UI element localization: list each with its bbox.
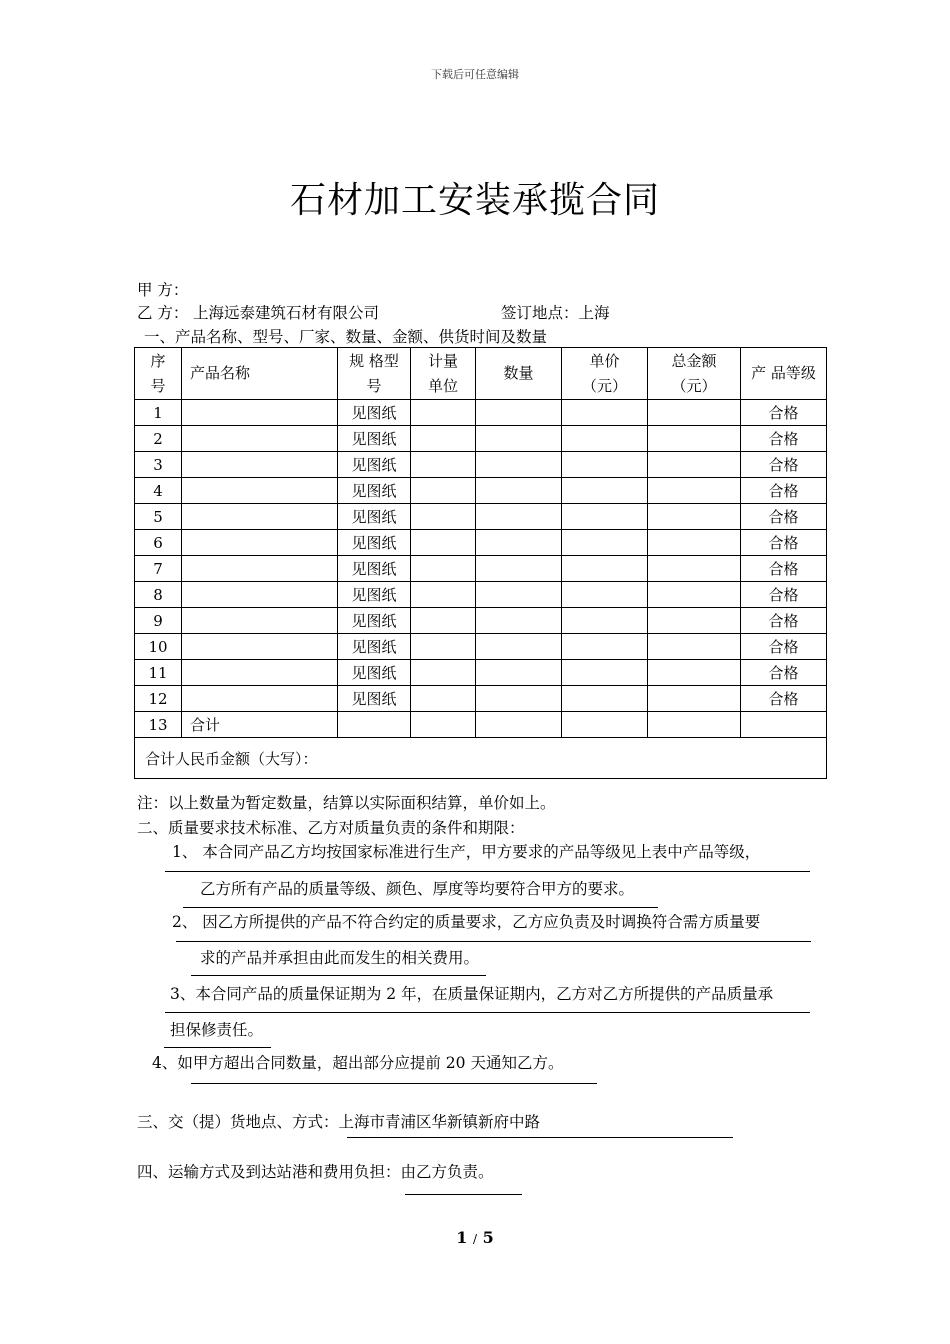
product-name-cell	[182, 660, 338, 686]
table-row	[135, 660, 827, 686]
section4-transport: 四、运输方式及到达站港和费用负担：由乙方负责。	[137, 1163, 494, 1181]
grade-cell: 合格	[741, 400, 827, 426]
total-amount-cell	[648, 426, 741, 452]
unit-cell	[411, 634, 476, 660]
quantity-cell	[476, 452, 562, 478]
grade-cell: 合格	[741, 478, 827, 504]
clause1-line1: 1、 本合同产品乙方均按国家标准进行生产，甲方要求的产品等级见上表中产品等级，	[172, 843, 761, 861]
clause3-line2: 担保修责任。	[170, 1021, 264, 1039]
section2-title: 二、质量要求技术标准、乙方对质量负责的条件和期限：	[137, 819, 525, 837]
quantity-cell	[476, 504, 562, 530]
sum-row-label: 合计	[182, 712, 338, 738]
unit-cell	[411, 452, 476, 478]
grade-cell: 合格	[741, 608, 827, 634]
table-row	[135, 686, 827, 712]
page-current: 1	[456, 1228, 468, 1247]
quantity-cell	[476, 400, 562, 426]
unit-price-cell	[562, 608, 648, 634]
product-name-cell	[182, 426, 338, 452]
cell	[648, 712, 741, 738]
table-row	[135, 400, 827, 426]
quantity-cell	[476, 608, 562, 634]
contract-title: 石材加工安装承揽合同	[289, 180, 660, 221]
page-separator: /	[472, 1232, 478, 1246]
table-row	[135, 504, 827, 530]
underline	[405, 1194, 522, 1195]
product-name-cell	[182, 582, 338, 608]
row-number: 8	[135, 582, 182, 608]
underline	[165, 871, 810, 872]
total-amount-cell	[648, 478, 741, 504]
unit-price-cell	[562, 686, 648, 712]
unit-price-cell	[562, 660, 648, 686]
table-row	[135, 608, 827, 634]
total-amount-cell	[648, 504, 741, 530]
section3-delivery: 三、交（提）货地点、方式：上海市青浦区华新镇新府中路	[137, 1113, 541, 1131]
unit-cell	[411, 686, 476, 712]
table-note: 注：以上数量为暂定数量，结算以实际面积结算，单价如上。	[137, 794, 556, 812]
spec-cell: 见图纸	[338, 660, 411, 686]
spec-cell: 见图纸	[338, 634, 411, 660]
spec-cell: 见图纸	[338, 478, 411, 504]
cell	[476, 712, 562, 738]
quantity-cell	[476, 582, 562, 608]
unit-cell	[411, 478, 476, 504]
sign-place: 签订地点：上海	[501, 304, 610, 322]
total-amount-cell	[648, 582, 741, 608]
product-name-cell	[182, 556, 338, 582]
table-row	[135, 426, 827, 452]
total-amount-cell	[648, 608, 741, 634]
row-number: 4	[135, 478, 182, 504]
total-amount-cell	[648, 452, 741, 478]
cell	[562, 712, 648, 738]
header-total-amount: 总金额（元）	[648, 348, 741, 400]
table-row	[135, 452, 827, 478]
grade-cell: 合格	[741, 634, 827, 660]
clause1-line2: 乙方所有产品的质量等级、颜色、厚度等均要符合甲方的要求。	[200, 880, 635, 898]
sum-row-number: 13	[135, 712, 182, 738]
unit-price-cell	[562, 556, 648, 582]
unit-cell	[411, 556, 476, 582]
cell	[338, 712, 411, 738]
clause4: 4、如甲方超出合同数量，超出部分应提前 20 天通知乙方。	[152, 1054, 564, 1072]
grade-cell: 合格	[741, 686, 827, 712]
row-number: 6	[135, 530, 182, 556]
table-header-row	[135, 348, 827, 400]
spec-cell: 见图纸	[338, 452, 411, 478]
spec-cell: 见图纸	[338, 400, 411, 426]
table-row	[135, 634, 827, 660]
header-unit: 计量单位	[411, 348, 476, 400]
cell	[411, 712, 476, 738]
header-unit-price: 单价（元）	[562, 348, 648, 400]
product-name-cell	[182, 608, 338, 634]
product-name-cell	[182, 400, 338, 426]
row-number: 9	[135, 608, 182, 634]
product-name-cell	[182, 452, 338, 478]
party-b-label: 乙 方：	[137, 304, 189, 322]
spec-cell: 见图纸	[338, 686, 411, 712]
product-name-cell	[182, 504, 338, 530]
cell	[741, 712, 827, 738]
grade-cell: 合格	[741, 452, 827, 478]
quantity-cell	[476, 478, 562, 504]
header-product-name: 产品名称	[182, 348, 338, 400]
row-number: 5	[135, 504, 182, 530]
row-number: 2	[135, 426, 182, 452]
grade-cell: 合格	[741, 426, 827, 452]
unit-price-cell	[562, 504, 648, 530]
table-row	[135, 582, 827, 608]
row-number: 1	[135, 400, 182, 426]
total-amount-cell	[648, 530, 741, 556]
header-seq: 序号	[135, 348, 182, 400]
clause3-line1: 3、本合同产品的质量保证期为 2 年，在质量保证期内，乙方对乙方所提供的产品质量承	[170, 985, 774, 1003]
spec-cell: 见图纸	[338, 426, 411, 452]
underline	[191, 1083, 597, 1084]
total-amount-cell	[648, 686, 741, 712]
unit-cell	[411, 400, 476, 426]
underline	[164, 1047, 271, 1048]
quantity-cell	[476, 556, 562, 582]
header-grade: 产 品等级	[741, 348, 827, 400]
grade-cell: 合格	[741, 530, 827, 556]
quantity-cell	[476, 686, 562, 712]
unit-cell	[411, 530, 476, 556]
header-quantity: 数量	[476, 348, 562, 400]
section1-title: 一、产品名称、型号、厂家、数量、金额、供货时间及数量	[144, 328, 548, 346]
clause2-line2: 求的产品并承担由此而发生的相关费用。	[200, 949, 480, 967]
underline	[347, 1137, 733, 1138]
page-number	[0, 1228, 950, 1247]
unit-price-cell	[562, 452, 648, 478]
unit-cell	[411, 660, 476, 686]
grade-cell: 合格	[741, 660, 827, 686]
row-number: 12	[135, 686, 182, 712]
product-name-cell	[182, 634, 338, 660]
underline	[191, 975, 486, 976]
unit-price-cell	[562, 530, 648, 556]
product-table	[134, 347, 827, 779]
unit-price-cell	[562, 582, 648, 608]
underline	[165, 1012, 810, 1013]
table-row	[135, 556, 827, 582]
row-number: 11	[135, 660, 182, 686]
underline	[176, 941, 811, 942]
rmb-amount-label: 合计人民币金额（大写）：	[135, 738, 827, 779]
grade-cell: 合格	[741, 504, 827, 530]
unit-cell	[411, 426, 476, 452]
party-b-name: 上海远泰建筑石材有限公司	[193, 304, 380, 322]
unit-price-cell	[562, 400, 648, 426]
spec-cell: 见图纸	[338, 504, 411, 530]
row-number: 7	[135, 556, 182, 582]
underline	[183, 907, 658, 908]
product-name-cell	[182, 478, 338, 504]
spec-cell: 见图纸	[338, 582, 411, 608]
total-amount-cell	[648, 660, 741, 686]
row-number: 10	[135, 634, 182, 660]
unit-cell	[411, 582, 476, 608]
table-sum-row	[135, 712, 827, 738]
unit-cell	[411, 504, 476, 530]
spec-cell: 见图纸	[338, 608, 411, 634]
quantity-cell	[476, 530, 562, 556]
table-row	[135, 478, 827, 504]
grade-cell: 合格	[741, 556, 827, 582]
product-name-cell	[182, 530, 338, 556]
unit-price-cell	[562, 478, 648, 504]
grade-cell: 合格	[741, 582, 827, 608]
header-spec: 规 格型号	[338, 348, 411, 400]
row-number: 3	[135, 452, 182, 478]
unit-price-cell	[562, 426, 648, 452]
total-amount-cell	[648, 400, 741, 426]
spec-cell: 见图纸	[338, 556, 411, 582]
page-total: 5	[482, 1228, 494, 1247]
quantity-cell	[476, 634, 562, 660]
quantity-cell	[476, 660, 562, 686]
total-amount-cell	[648, 634, 741, 660]
quantity-cell	[476, 426, 562, 452]
clause2-line1: 2、 因乙方所提供的产品不符合约定的质量要求，乙方应负责及时调换符合需方质量要	[172, 913, 761, 931]
party-a-label: 甲 方：	[137, 281, 189, 299]
rmb-amount-row	[135, 738, 827, 779]
unit-cell	[411, 608, 476, 634]
table-row	[135, 530, 827, 556]
product-name-cell	[182, 686, 338, 712]
unit-price-cell	[562, 634, 648, 660]
total-amount-cell	[648, 556, 741, 582]
download-note: 下载后可任意编辑	[431, 68, 519, 81]
spec-cell: 见图纸	[338, 530, 411, 556]
